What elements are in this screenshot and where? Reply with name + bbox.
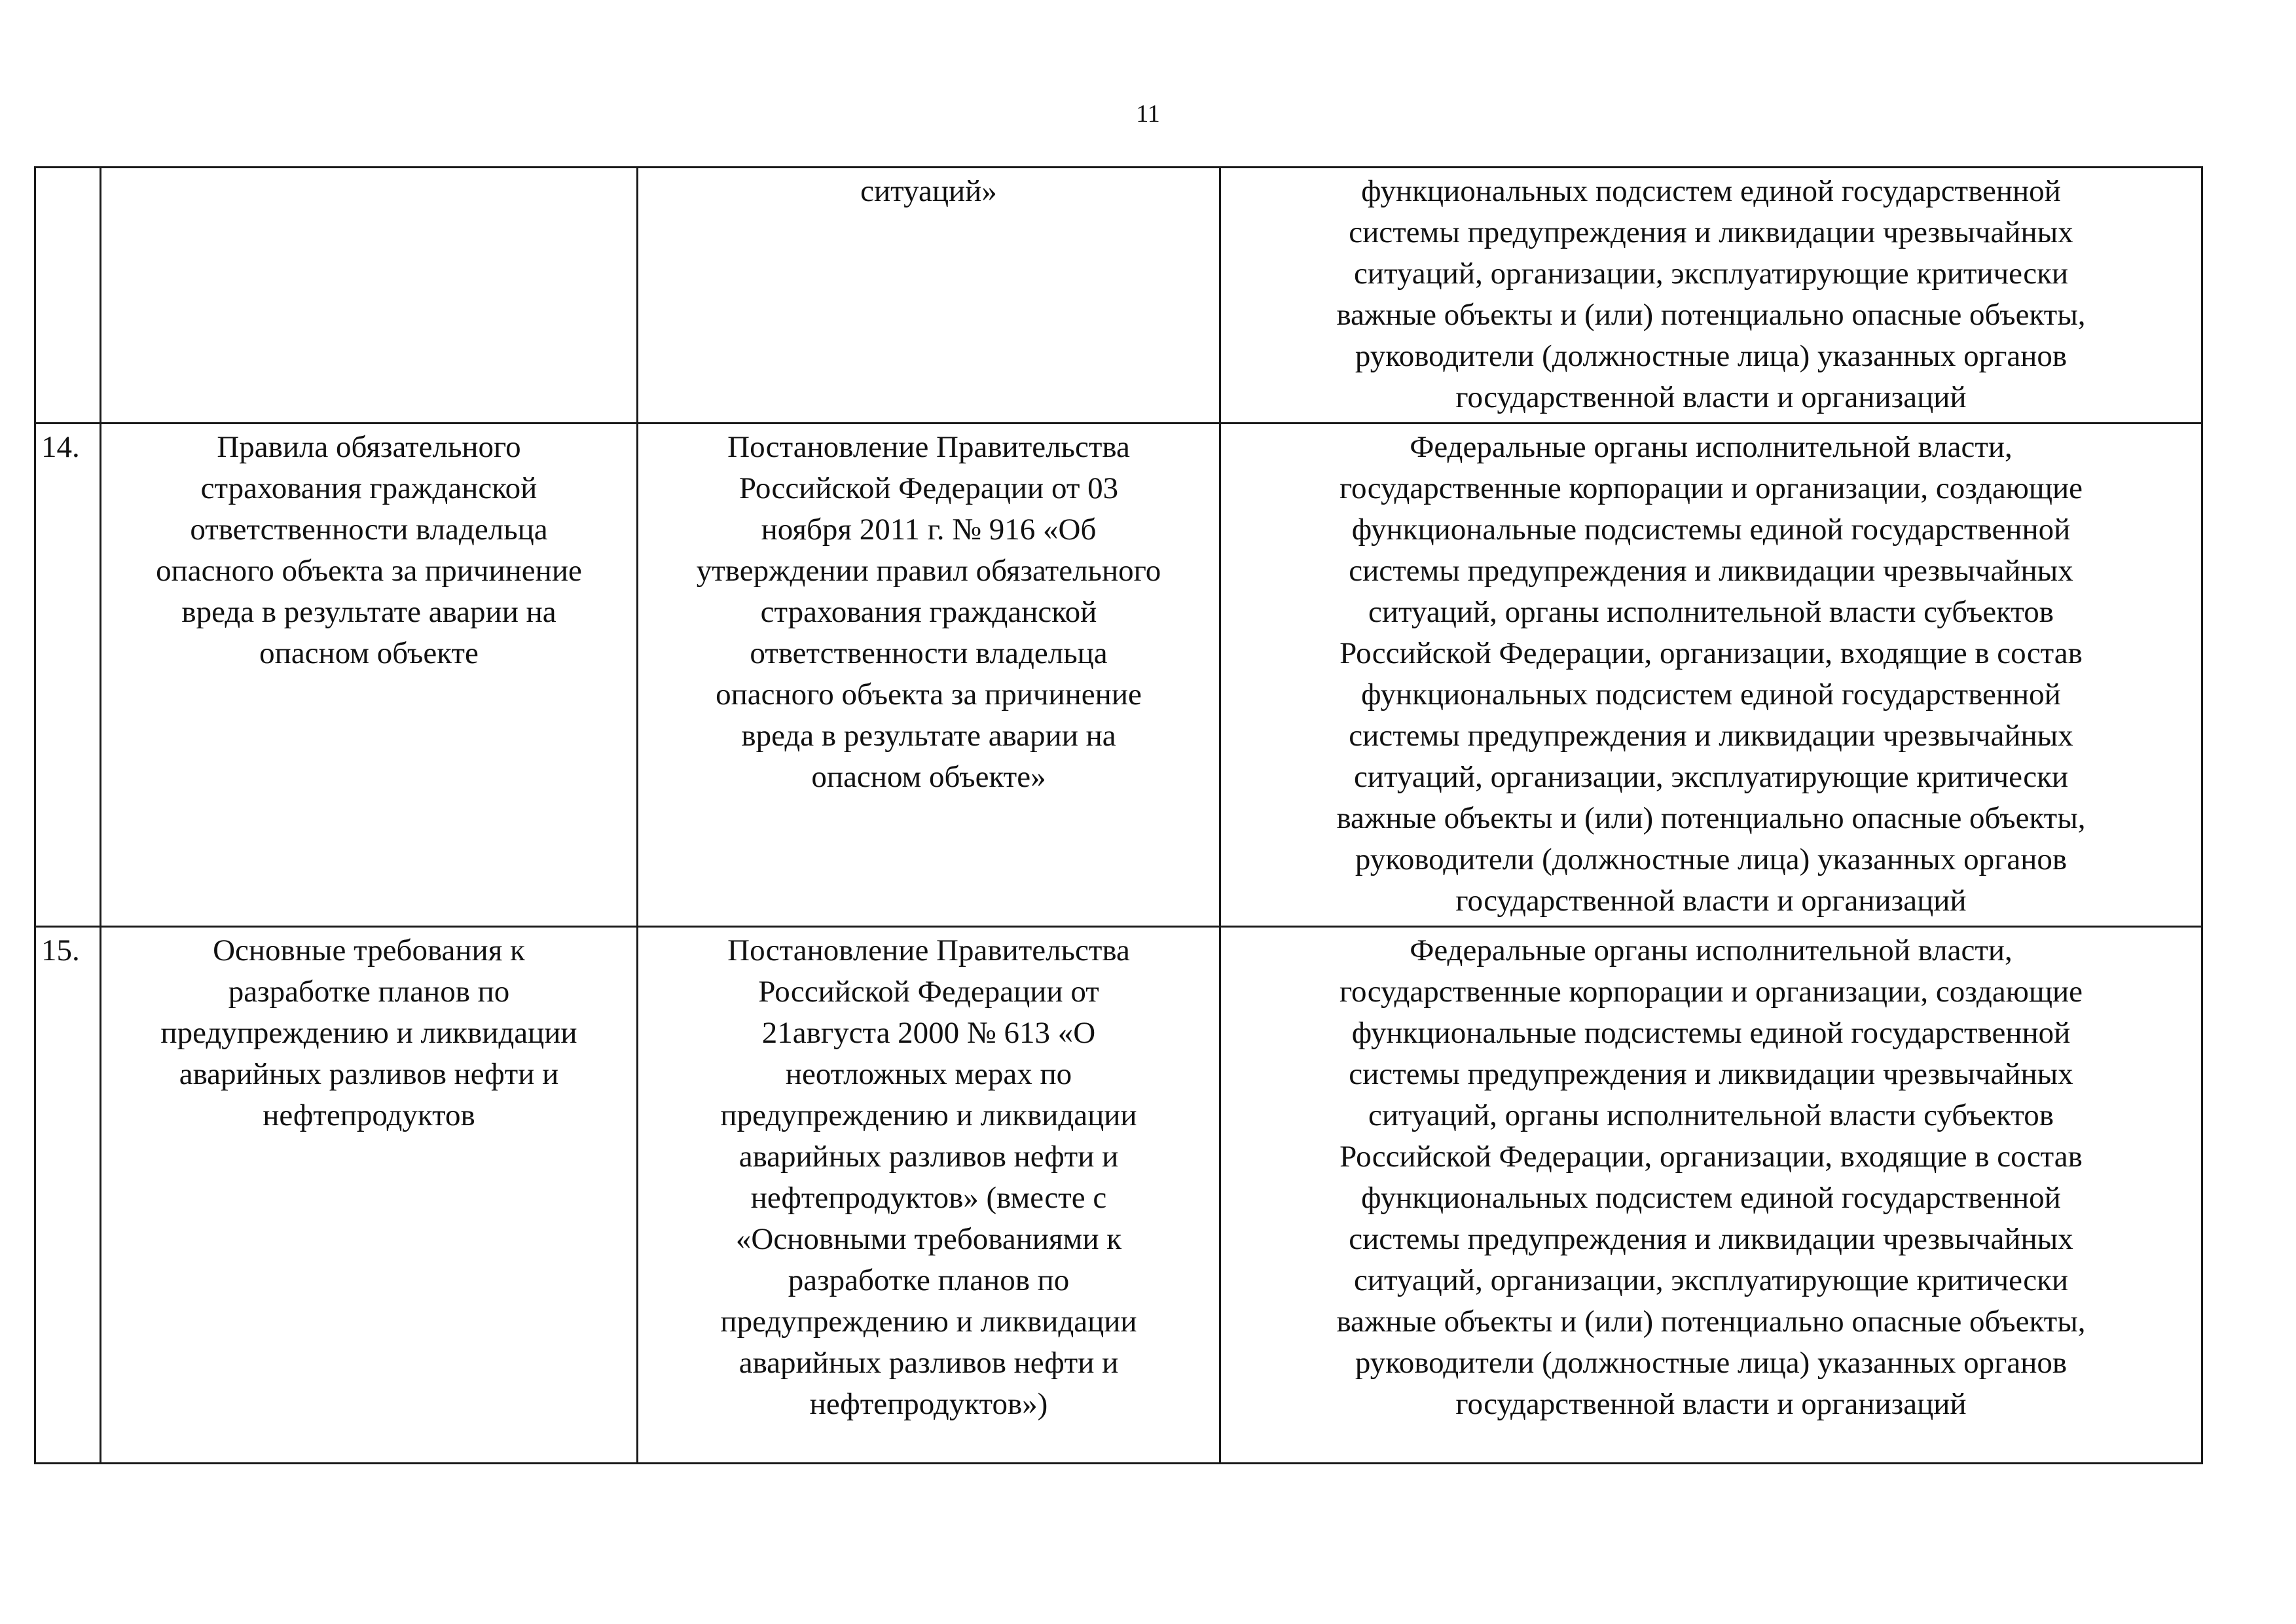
table-row: [35, 168, 2202, 424]
regulation-name-cell: Правила обязательного страхования гражданской ответственности владельца опасного объекта за причинение вреда в результате аварии на опасном объекте: [101, 424, 638, 927]
regulations-table: [34, 166, 2203, 1464]
row-number-cell: 14.: [35, 424, 101, 927]
legal-act-cell: Постановление Правительства Российской Федерации от 03 ноября 2011 г. № 916 «Об утверждении правил обязательного страхования гражданской ответственности владельца опасного объекта за причинение вреда в результате аварии на опасном объекте»: [638, 424, 1220, 927]
table-row: [35, 927, 2202, 1464]
legal-act-cell: Постановление Правительства Российской Федерации от 21августа 2000 № 613 «О неотложных мерах по предупреждению и ликвидации аварийных разливов нефти и нефтепродуктов» (вместе с «Основными требованиями к разработке планов по предупреждению и ликвидации аварийных разливов нефти и нефтепродуктов»): [638, 927, 1220, 1464]
row-number-cell: [35, 168, 101, 424]
row-number-cell: 15.: [35, 927, 101, 1464]
applicable-subjects-cell: функциональных подсистем единой государственной системы предупреждения и ликвидации чрезвычайных ситуаций, организации, эксплуатирующие критически важные объекты и (или) потенциально опасные объекты, руководители (должностные лица) указанных органов государственной власти и организаций: [1220, 168, 2202, 424]
applicable-subjects-cell: Федеральные органы исполнительной власти, государственные корпорации и организации, создающие функциональные подсистемы единой государственной системы предупреждения и ликвидации чрезвычайных ситуаций, органы исполнительной власти субъектов Российской Федерации, организации, входящие в состав функциональных подсистем единой государственной системы предупреждения и ликвидации чрезвычайных ситуаций, организации, эксплуатирующие критически важные объекты и (или) потенциально опасные объекты, руководители (должностные лица) указанных органов государственной власти и организаций: [1220, 424, 2202, 927]
regulation-name-cell: [101, 168, 638, 424]
legal-act-cell: ситуаций»: [638, 168, 1220, 424]
regulation-name-cell: Основные требования к разработке планов по предупреждению и ликвидации аварийных разливов нефти и нефтепродуктов: [101, 927, 638, 1464]
page-number: 11: [1136, 100, 1160, 128]
applicable-subjects-cell: Федеральные органы исполнительной власти, государственные корпорации и организации, создающие функциональные подсистемы единой государственной системы предупреждения и ликвидации чрезвычайных ситуаций, органы исполнительной власти субъектов Российской Федерации, организации, входящие в состав функциональных подсистем единой государственной системы предупреждения и ликвидации чрезвычайных ситуаций, организации, эксплуатирующие критически важные объекты и (или) потенциально опасные объекты, руководители (должностные лица) указанных органов государственной власти и организаций: [1220, 927, 2202, 1464]
table-row: [35, 424, 2202, 927]
